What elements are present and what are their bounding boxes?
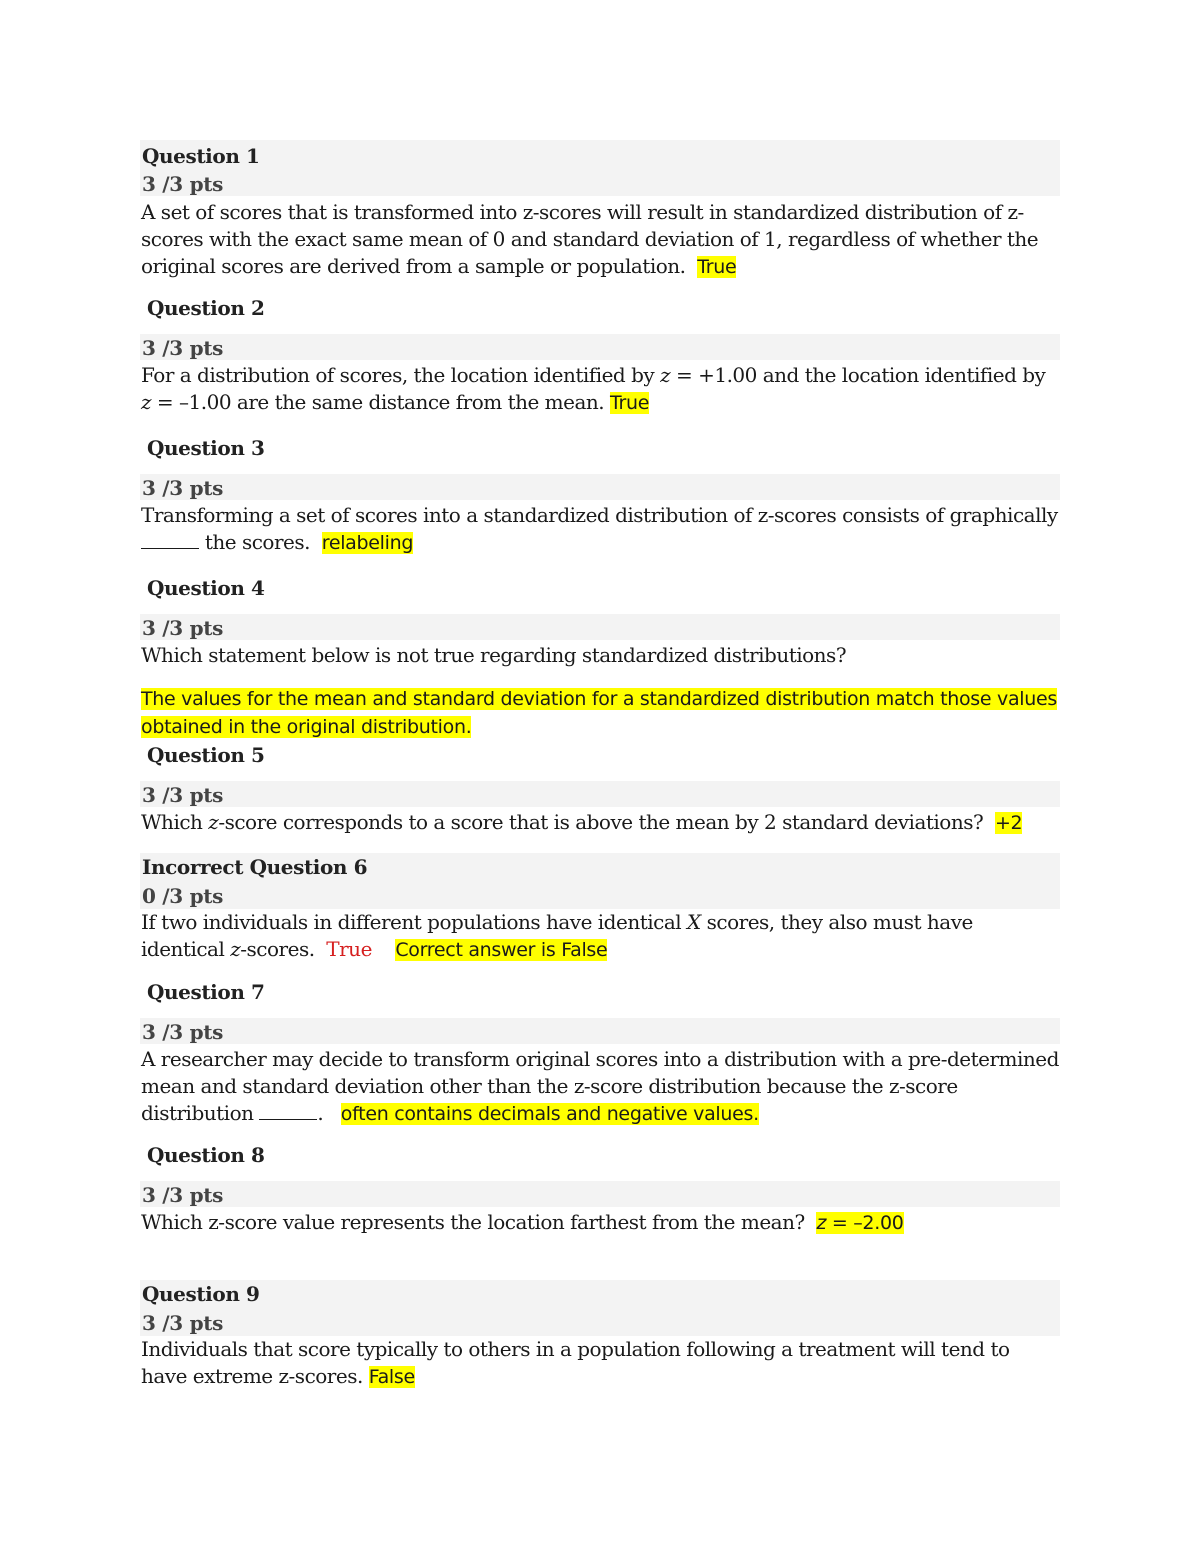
question-header (140, 296, 1060, 334)
question-points: 3 /3 pts (142, 1183, 224, 1207)
question-prompt-end: the scores. (199, 530, 310, 554)
question-title: Incorrect Question 6 (142, 855, 368, 879)
question-header (140, 980, 1060, 1018)
question-prompt: Transforming a set of scores into a standardized distribution of z-scores consists of graphically (141, 503, 1058, 527)
question-4 (140, 576, 1060, 741)
question-prompt: Which z-score value represents the location farthest from the mean? (141, 1210, 805, 1234)
z-symbol: z (816, 1212, 827, 1234)
question-points: 3 /3 pts (142, 783, 224, 807)
question-1 (140, 140, 1060, 281)
points-band (140, 474, 1060, 500)
question-title: Question 3 (147, 436, 265, 460)
question-title: Question 8 (147, 1143, 265, 1167)
question-prompt: A set of scores that is transformed into z-scores will result in standardized distribution of z-scores with the exact same mean of 0 and standard deviation of 1, regardless of whether the original scores are derived from a sample or population. (141, 200, 1039, 278)
question-header (140, 140, 1060, 196)
question-prompt-end: = –1.00 are the same distance from the mean. (151, 390, 605, 414)
question-9 (140, 1280, 1060, 1391)
question-2 (140, 296, 1060, 417)
answer-blank (141, 532, 199, 549)
question-prompt-cont: scores, they also must have identical (141, 910, 973, 961)
question-header (140, 436, 1060, 474)
question-prompt: A researcher may decide to transform original scores into a distribution with a pre-determined mean and standard deviation other than the z-score distribution because the z-score distribution (141, 1047, 1059, 1125)
question-prompt-end: -scores. (240, 937, 315, 961)
question-title: Question 2 (147, 296, 265, 320)
answer-highlight: +2 (994, 812, 1023, 834)
question-points: 3 /3 pts (142, 172, 224, 196)
question-prompt: Which (141, 810, 209, 834)
question-points: 3 /3 pts (142, 616, 224, 640)
answer-highlight (816, 1212, 903, 1234)
answer-highlight: often contains decimals and negative values. (340, 1103, 759, 1125)
question-points: 0 /3 pts (142, 884, 224, 908)
question-points: 3 /3 pts (142, 1020, 224, 1044)
given-answer: True (326, 937, 372, 961)
z-symbol: z (141, 390, 152, 414)
question-title: Question 7 (147, 980, 265, 1004)
question-text (140, 199, 1060, 281)
question-text (140, 1209, 1060, 1237)
question-points: 3 /3 pts (142, 1311, 224, 1335)
answer-block (140, 685, 1060, 741)
points-band (140, 334, 1060, 360)
question-prompt: If two individuals in different populations have identical (141, 910, 688, 934)
question-text (140, 1336, 1060, 1391)
question-header (140, 743, 1060, 781)
points-band (140, 1181, 1060, 1207)
question-text (140, 909, 1060, 964)
question-text: Which statement below is not true regarding standardized distributions? (141, 643, 847, 667)
question-prompt: For a distribution of scores, the location identified by (141, 363, 661, 387)
points-band (140, 614, 1060, 640)
question-prompt-end: -score corresponds to a score that is above the mean by 2 standard deviations? (218, 810, 984, 834)
answer-highlight: True (610, 392, 650, 414)
question-8 (140, 1143, 1060, 1237)
answer-highlight: relabeling (321, 532, 414, 554)
question-header (140, 1280, 1060, 1336)
question-prompt-end: . (317, 1101, 324, 1125)
answer-highlight: Correct answer is False (395, 939, 608, 961)
question-prompt: Individuals that score typically to others in a population following a treatment will tend to have extreme z-scores. (141, 1337, 1010, 1388)
question-title: Question 5 (147, 743, 265, 767)
question-3 (140, 436, 1060, 557)
question-7 (140, 980, 1060, 1128)
answer-value: = –2.00 (826, 1212, 904, 1234)
answer-highlight: False (368, 1366, 415, 1388)
z-symbol: z (230, 937, 241, 961)
question-text (140, 809, 1060, 837)
answer-blank (259, 1103, 317, 1120)
question-title: Question 1 (142, 144, 260, 168)
question-text (140, 502, 1060, 557)
x-symbol: X (687, 910, 701, 934)
question-title: Question 9 (142, 1282, 260, 1306)
question-points: 3 /3 pts (142, 336, 224, 360)
question-text (140, 1046, 1060, 1128)
answer-highlight: The values for the mean and standard deviation for a standardized distribution match those values obtained in the original distribution. (141, 688, 1058, 738)
question-6 (140, 853, 1060, 964)
question-header (140, 576, 1060, 614)
answer-highlight: True (697, 256, 737, 278)
z-symbol: z (208, 810, 219, 834)
question-text (140, 362, 1060, 417)
question-header (140, 853, 1060, 909)
question-header (140, 1143, 1060, 1181)
question-title: Question 4 (147, 576, 265, 600)
question-prompt-cont: = +1.00 and the location identified by (670, 363, 1046, 387)
question-points: 3 /3 pts (142, 476, 224, 500)
points-band (140, 1018, 1060, 1044)
question-5 (140, 743, 1060, 837)
points-band (140, 781, 1060, 807)
z-symbol: z (660, 363, 671, 387)
